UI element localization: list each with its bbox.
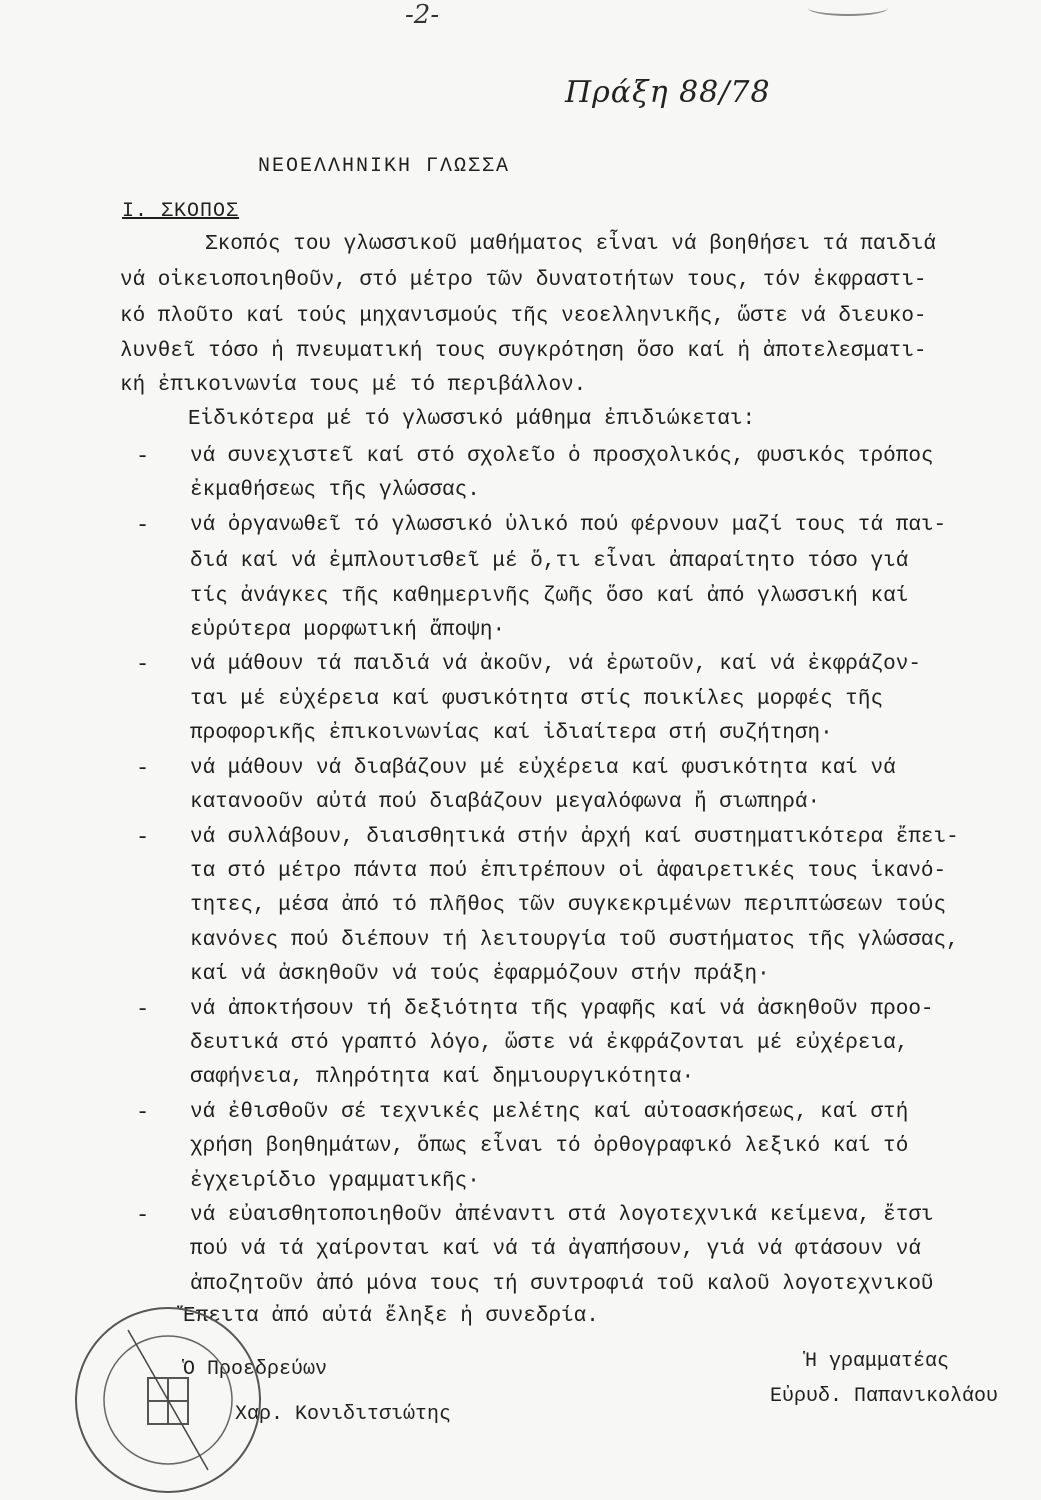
pen-mark (808, 0, 888, 16)
chair-title: Ὁ Προεδρεύων (183, 1358, 328, 1381)
bullet-dash: - (136, 1100, 150, 1125)
body-line: τητες, μέσα ἀπό τό πλῆθος τῶν συγκεκριμένων περιπτώσεων τούς (190, 894, 947, 917)
body-line: τα στό μέτρο πάντα πού ἐπιτρέπουν οἱ ἀφαιρετικές τους ἱκανό- (190, 860, 947, 883)
secretary-name: Εὐρυδ. Παπανικολάου (770, 1385, 999, 1408)
body-line: τίς ἀνάγκες τῆς καθημερινῆς ζωῆς ὅσο καί ἀπό γλωσσική καί (190, 585, 909, 608)
page-number: -2- (405, 0, 440, 30)
body-line: νά ἐθισθοῦν σέ τεχνικές μελέτης καί αὐτοασκήσεως, καί στή (190, 1101, 909, 1124)
body-line: κανόνες πού διέπουν τή λειτουργία τοῦ συστήματος τῆς γλώσσας, (190, 929, 959, 952)
bullet-dash: - (136, 444, 150, 469)
body-line: Εἰδικότερα μέ τό γλωσσικό μάθημα ἐπιδιώκεται: (188, 408, 756, 431)
bullet-dash: - (136, 997, 150, 1022)
body-line: ται μέ εὐχέρεια καί φυσικότητα στίς ποικίλες μορφές τῆς (190, 688, 884, 711)
bullet-dash: - (136, 513, 150, 538)
chair-name: Χαρ. Κονιδιτσιώτης (235, 1403, 452, 1426)
body-line: ἐγχειρίδιο γραμματικῆς· (190, 1170, 480, 1193)
body-line: λυνθεῖ τόσο ἡ πνευματική τους συγκρότηση ὅσο καί ἡ ἀποτελεσματι- (120, 340, 927, 363)
body-line: ἐκμαθήσεως τῆς γλώσσας. (190, 479, 480, 502)
closing-sentence: Ἔπειτα ἀπό αὐτά ἔληξε ἡ συνεδρία. (183, 1305, 599, 1328)
body-line: εὐρύτερα μορφωτική ἄποψη· (190, 619, 506, 642)
body-line: νά ὀργανωθεῖ τό γλωσσικό ὑλικό πού φέρνουν μαζί τους τά παι- (190, 514, 947, 537)
body-line: νά συνεχιστεῖ καί στό σχολεῖο ὁ προσχολικός, φυσικός τρόπος (190, 445, 934, 468)
body-line: νά εὐαισθητοποιηθοῦν ἀπέναντι στά λογοτεχνικά κείμενα, ἔτσι (190, 1204, 934, 1227)
body-line: καί νά ἀσκηθοῦν νά τούς ἐφαρμόζουν στήν πράξη· (190, 963, 770, 986)
body-line: νά οἰκειοποιηθοῦν, στό μέτρο τῶν δυνατοτήτων τους, τόν ἐκφραστι- (120, 269, 927, 292)
body-line: νά μάθουν νά διαβάζουν μέ εὐχέρεια καί φυσικότητα καί νά (190, 757, 896, 780)
body-line: κή ἐπικοινωνία τους μέ τό περιβάλλον. (120, 374, 587, 397)
body-line: δευτικά στό γραπτό λόγο, ὥστε νά ἐκφράζονται μέ εὐχέρεια, (190, 1032, 909, 1055)
body-line: διά καί νά ἐμπλουτισθεῖ μέ ὅ,τι εἶναι ἀπαραίτητο τόσο γιά (190, 550, 909, 573)
secretary-title: Ἡ γραμματέας (805, 1350, 950, 1373)
body-line: κό πλοῦτο καί τούς μηχανισμούς τῆς νεοελληνικῆς, ὥστε νά διευκο- (120, 305, 927, 328)
body-line: πού νά τά χαίρονται καί νά τά ἀγαπήσουν, γιά νά φτάσουν νά (190, 1238, 921, 1261)
official-seal (68, 1300, 268, 1500)
bullet-dash: - (136, 756, 150, 781)
bullet-dash: - (136, 1203, 150, 1228)
body-line: Σκοπός του γλωσσικοῦ μαθήματος εἶναι νά βοηθήσει τά παιδιά (205, 233, 936, 256)
document-title: ΝΕΟΕΛΛΗΝΙΚΗ ΓΛΩΣΣΑ (258, 155, 511, 178)
body-line: ἀποζητοῦν ἀπό μόνα τους τή συντροφιά τοῦ καλοῦ λογοτεχνικοῦ (190, 1273, 934, 1296)
bullet-dash: - (136, 825, 150, 850)
body-line: σαφήνεια, πληρότητα καί δημιουργικότητα· (190, 1066, 695, 1089)
body-line: νά μάθουν τά παιδιά νά ἀκοῦν, νά ἐρωτοῦν, καί νά ἐκφράζον- (190, 653, 921, 676)
body-line: νά ἀποκτήσουν τή δεξιότητα τῆς γραφῆς καί νά ἀσκηθοῦν προο- (190, 998, 934, 1021)
body-line: νά συλλάβουν, διαισθητικά στήν ἀρχή καί συστηματικότερα ἔπει- (190, 826, 959, 849)
body-line: χρήση βοηθημάτων, ὅπως εἶναι τό ὀρθογραφικό λεξικό καί τό (190, 1135, 909, 1158)
body-line: προφορικῆς ἐπικοινωνίας καί ἰδιαίτερα στή συζήτηση· (190, 722, 833, 745)
handwritten-reference: Πράξη 88/78 (565, 75, 771, 110)
bullet-dash: - (136, 652, 150, 677)
section-heading: Ι. ΣΚΟΠΟΣ (122, 200, 240, 223)
body-line: κατανοοῦν αὐτά πού διαβάζουν μεγαλόφωνα ἤ σιωπηρά· (190, 791, 821, 814)
